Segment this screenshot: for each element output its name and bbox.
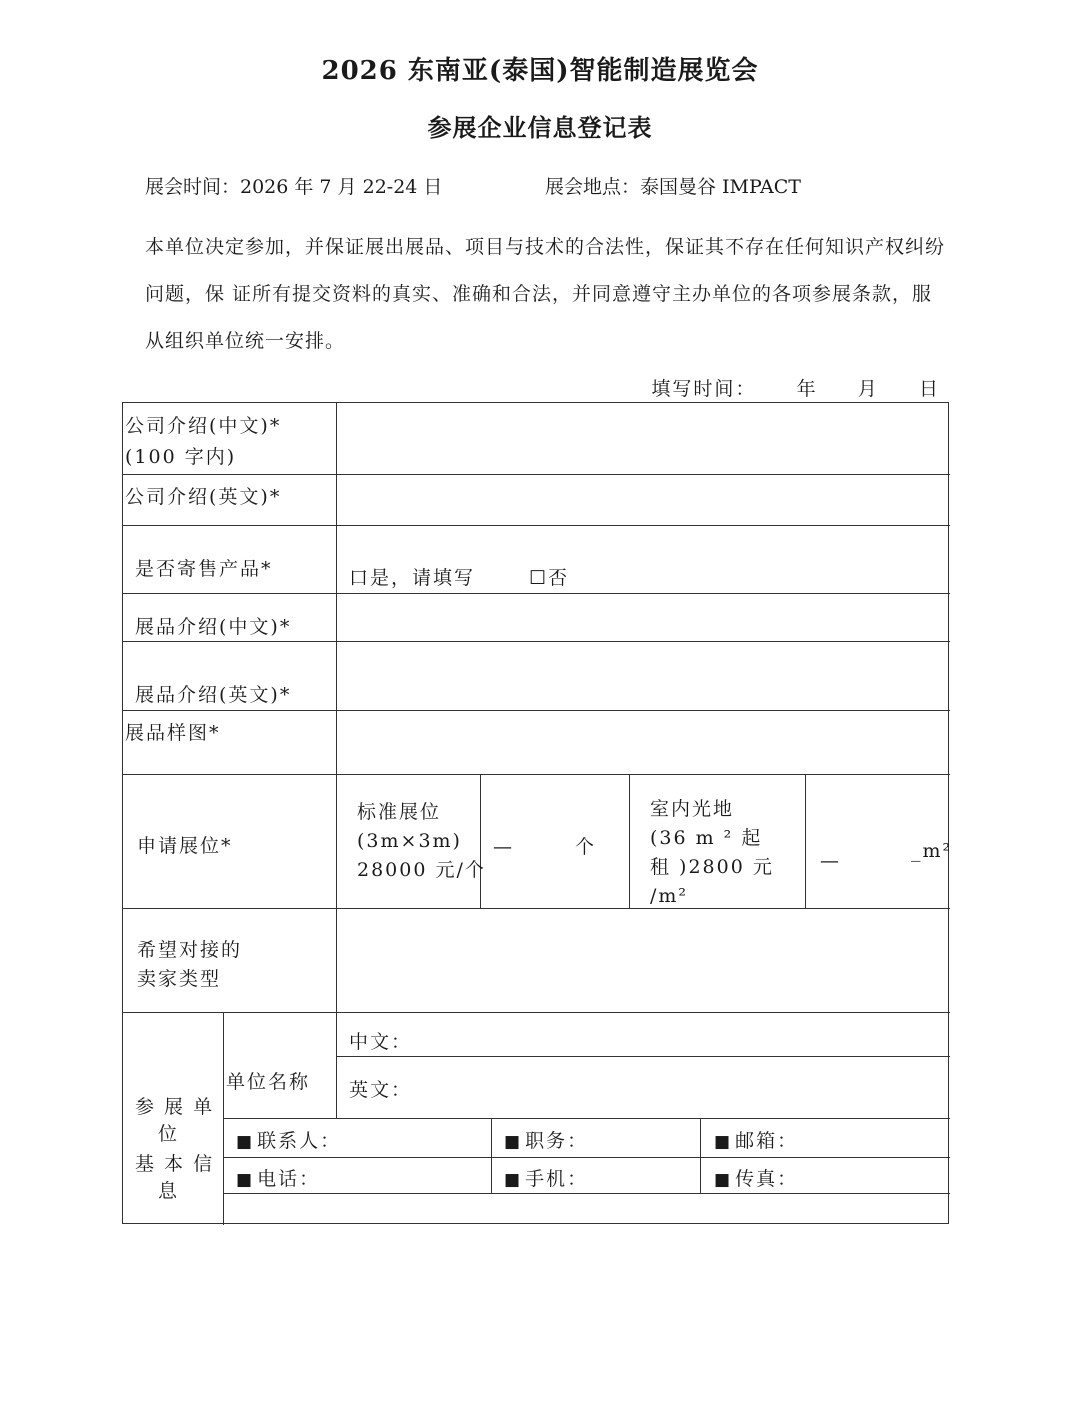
- unit-name-label: 单位名称: [226, 1071, 311, 1093]
- consign-yes-checkbox[interactable]: 口是，请填写: [349, 567, 476, 589]
- raw-space-line1: 室内光地: [650, 798, 735, 820]
- mobile-label: 手机：: [525, 1168, 589, 1190]
- square-bullet-icon: ■: [714, 1132, 733, 1152]
- form-subtitle: 参展企业信息登记表: [427, 113, 653, 142]
- exhibit-intro-cn-field[interactable]: [338, 595, 946, 640]
- position-field[interactable]: [504, 1127, 588, 1157]
- raw-space-blank[interactable]: —: [820, 850, 841, 872]
- position-label: 职务：: [525, 1130, 589, 1152]
- consign-label: 是否寄售产品*: [135, 558, 273, 580]
- exhibition-venue: 展会地点：泰国曼谷 IMPACT: [545, 176, 801, 198]
- exhibition-date: 展会时间：2026 年 7 月 22-24 日: [145, 176, 443, 198]
- buyer-type-line1: 希望对接的: [137, 939, 243, 961]
- form-title: 2026 东南亚(泰国)智能制造展览会: [321, 56, 759, 86]
- mobile-field[interactable]: [504, 1165, 588, 1195]
- consign-no-checkbox[interactable]: ☐否: [529, 567, 570, 589]
- unit-name-cn-field[interactable]: 中文：: [349, 1031, 413, 1053]
- company-intro-cn-note: (100 字内): [125, 446, 237, 468]
- phone-field[interactable]: [236, 1165, 320, 1195]
- square-bullet-icon: ■: [504, 1132, 523, 1152]
- fax-field[interactable]: [714, 1165, 798, 1195]
- basic-info-line3: 基 本 信: [135, 1153, 215, 1175]
- buyer-type-line2: 卖家类型: [137, 968, 222, 990]
- raw-space-line3: 租 )2800 元: [650, 856, 774, 878]
- exhibit-intro-cn-label: 展品介绍(中文)*: [135, 616, 292, 638]
- fax-label: 传真：: [735, 1168, 799, 1190]
- square-bullet-icon: ■: [236, 1170, 255, 1190]
- pledge-paragraph: 本单位决定参加，并保证展出展品、项目与技术的合法性，保证其不存在任何知识产权纠纷问题，保 证所有提交资料的真实、准确和合法，并同意遵守主办单位的各项参展条款，服从组织单位统一安排。: [145, 236, 946, 352]
- exhibit-sample-field[interactable]: [338, 712, 946, 773]
- phone-label: 电话：: [257, 1168, 321, 1190]
- exhibit-intro-en-label: 展品介绍(英文)*: [135, 684, 292, 706]
- standard-booth-line3: 28000 元/个: [357, 859, 486, 881]
- company-intro-cn-label: 公司介绍(中文)*: [125, 415, 282, 437]
- extra-info-field[interactable]: [225, 1195, 947, 1222]
- unit-name-en-field[interactable]: 英文：: [349, 1079, 413, 1101]
- square-bullet-icon: ■: [714, 1170, 733, 1190]
- raw-space-line4: /m²: [650, 885, 689, 907]
- raw-space-unit: _m²: [911, 840, 953, 862]
- exhibit-intro-en-field[interactable]: [338, 643, 946, 709]
- square-bullet-icon: ■: [236, 1132, 255, 1152]
- company-intro-cn-field[interactable]: [338, 405, 946, 473]
- basic-info-line2: 位: [158, 1123, 180, 1145]
- email-field[interactable]: [714, 1127, 798, 1157]
- standard-booth-line2: (3m×3m): [357, 830, 462, 852]
- company-intro-en-field[interactable]: [338, 476, 946, 524]
- contact-label: 联系人：: [257, 1130, 342, 1152]
- contact-field[interactable]: [236, 1127, 341, 1157]
- registration-form-table: [122, 402, 953, 1224]
- standard-booth-line1: 标准展位: [357, 801, 442, 823]
- company-intro-en-label: 公司介绍(英文)*: [125, 486, 282, 508]
- square-bullet-icon: ■: [504, 1170, 523, 1190]
- booth-label: 申请展位*: [137, 835, 233, 857]
- basic-info-line4: 息: [158, 1180, 180, 1202]
- fill-time[interactable]: 填写时间： 年 月 日: [651, 378, 940, 400]
- standard-booth-unit: 个: [575, 836, 597, 858]
- email-label: 邮箱：: [735, 1130, 799, 1152]
- basic-info-line1: 参 展 单: [135, 1096, 215, 1118]
- standard-booth-blank[interactable]: —: [493, 836, 514, 858]
- exhibit-sample-label: 展品样图*: [125, 722, 221, 744]
- raw-space-line2: (36 m ² 起: [650, 827, 763, 849]
- buyer-type-field[interactable]: [338, 910, 946, 1010]
